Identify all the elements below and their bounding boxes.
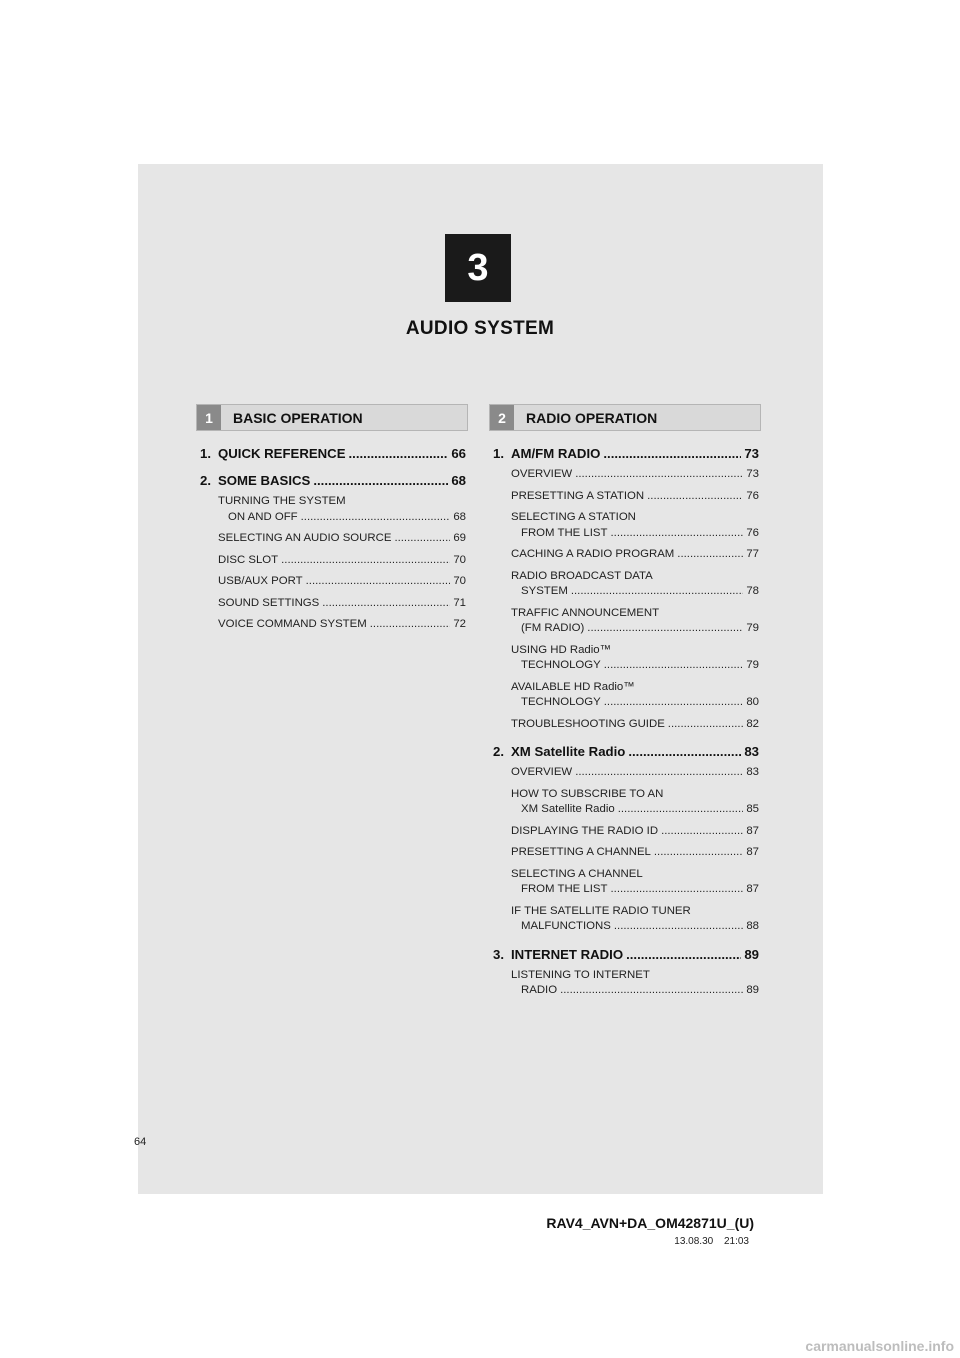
- watermark: carmanualsonline.info: [805, 1338, 954, 1354]
- subentry-title: SELECTING A CHANNEL: [511, 867, 643, 880]
- dot-leader: [306, 574, 451, 590]
- section-header-basic-operation: [196, 404, 468, 431]
- subentry-page: 68: [453, 510, 466, 523]
- chapter-number-badge: [445, 234, 511, 302]
- dot-leader: [301, 510, 451, 526]
- toc-entry[interactable]: [200, 446, 466, 461]
- subentry-title-cont: TECHNOLOGY: [521, 659, 601, 671]
- subentry-page: 76: [746, 526, 759, 539]
- toc-subentries: [493, 765, 759, 935]
- entry-number: 1.: [200, 446, 211, 461]
- dot-leader: [349, 446, 449, 461]
- dot-leader: [587, 621, 743, 637]
- entry-title: INTERNET RADIO: [511, 946, 624, 962]
- toc-column-right: [493, 440, 759, 1011]
- subentry-title-cont: XM Satellite Radio: [521, 803, 615, 815]
- subentry-title: TURNING THE SYSTEM: [218, 495, 346, 507]
- subentry-title: SELECTING AN AUDIO SOURCE: [218, 532, 392, 544]
- subentry-title: TROUBLESHOOTING GUIDE: [511, 717, 665, 730]
- toc-subentry[interactable]: [218, 617, 466, 633]
- toc-subentries: [200, 494, 466, 633]
- entry-title: SOME BASICS: [218, 473, 311, 488]
- document-code: RAV4_AVN+DA_OM42871U_(U): [546, 1215, 754, 1231]
- toc-subentry[interactable]: [511, 489, 759, 505]
- subentry-title-cont: SYSTEM: [521, 585, 568, 597]
- toc-entry[interactable]: [200, 473, 466, 488]
- section-title: BASIC OPERATION: [233, 409, 363, 426]
- dot-leader: [628, 744, 741, 759]
- subentry-title: IF THE SATELLITE RADIO TUNER: [511, 904, 691, 917]
- subentry-title-cont: ON AND OFF: [228, 510, 298, 523]
- dot-leader: [604, 658, 744, 674]
- dot-leader: [370, 617, 451, 633]
- subentry-title: TRAFFIC ANNOUNCEMENT: [511, 606, 660, 619]
- toc-subentry[interactable]: [511, 904, 759, 935]
- subentry-page: 70: [453, 575, 466, 587]
- subentry-page: 72: [453, 618, 466, 630]
- section-title: RADIO OPERATION: [526, 409, 658, 426]
- entry-number: 2.: [493, 744, 504, 759]
- subentry-page: 73: [746, 468, 759, 480]
- entry-page: 66: [451, 446, 466, 461]
- subentry-page: 88: [746, 920, 759, 932]
- toc-entry[interactable]: [493, 744, 759, 759]
- toc-subentry[interactable]: [511, 643, 759, 674]
- dot-leader: [661, 824, 743, 840]
- subentry-title: LISTENING TO INTERNET: [511, 968, 650, 981]
- toc-subentry[interactable]: [511, 606, 759, 637]
- toc-subentry[interactable]: [511, 765, 759, 781]
- toc-subentry[interactable]: [511, 467, 759, 483]
- section-number: 2: [490, 405, 514, 430]
- toc-subentry[interactable]: [511, 547, 759, 563]
- dot-leader: [614, 919, 743, 935]
- subentry-title: OVERVIEW: [511, 468, 573, 480]
- print-timestamp: 13.08.30 21:03: [674, 1236, 749, 1247]
- dot-leader: [575, 765, 743, 781]
- toc-subentries: [493, 968, 759, 999]
- toc-subentry[interactable]: [218, 574, 466, 590]
- dot-leader: [281, 553, 450, 569]
- subentry-page: 87: [746, 846, 759, 858]
- toc-subentry[interactable]: [511, 510, 759, 541]
- subentry-page: 82: [746, 717, 759, 730]
- entry-page: 68: [451, 473, 466, 488]
- dot-leader: [654, 845, 743, 861]
- section-header-radio-operation: [489, 404, 761, 431]
- entry-number: 3.: [493, 946, 504, 962]
- subentry-page: 87: [746, 824, 759, 837]
- subentry-title: DISPLAYING THE RADIO ID: [511, 824, 659, 837]
- subentry-title: PRESETTING A CHANNEL: [511, 846, 651, 858]
- entry-number: 1.: [493, 446, 504, 461]
- subentry-title: OVERVIEW: [511, 766, 573, 778]
- toc-subentry[interactable]: [218, 596, 466, 612]
- subentry-title: DISC SLOT: [218, 553, 279, 566]
- subentry-page: 71: [453, 596, 466, 609]
- toc-subentry[interactable]: [511, 867, 759, 898]
- subentry-page: 69: [453, 532, 466, 544]
- toc-column-left: [200, 440, 466, 645]
- subentry-title: SELECTING A STATION: [511, 511, 636, 523]
- subentry-page: 83: [746, 766, 759, 778]
- subentry-page: 78: [746, 585, 759, 597]
- section-number: 1: [197, 405, 221, 430]
- dot-leader: [575, 467, 743, 483]
- toc-subentry[interactable]: [511, 845, 759, 861]
- toc-entry[interactable]: [493, 446, 759, 461]
- entry-page: 83: [744, 744, 759, 759]
- subentry-title-cont: TECHNOLOGY: [521, 696, 601, 708]
- dot-leader: [677, 547, 743, 563]
- subentry-title-cont: FROM THE LIST: [521, 526, 608, 539]
- dot-leader: [611, 882, 744, 898]
- dot-leader: [313, 473, 448, 488]
- dot-leader: [647, 489, 743, 505]
- toc-subentry[interactable]: [511, 787, 759, 818]
- subentry-page: 79: [746, 659, 759, 671]
- entry-page: 89: [744, 946, 759, 962]
- subentry-title-cont: (FM RADIO): [521, 622, 585, 634]
- entry-title: QUICK REFERENCE: [218, 446, 346, 461]
- toc-subentry[interactable]: [218, 494, 466, 525]
- dot-leader: [571, 584, 743, 600]
- toc-subentry[interactable]: [218, 531, 466, 547]
- dot-leader: [618, 802, 744, 818]
- toc-subentry[interactable]: [511, 824, 759, 840]
- subentry-title: USING HD Radio™: [511, 643, 612, 656]
- subentry-title: RADIO BROADCAST DATA: [511, 569, 653, 582]
- dot-leader: [668, 717, 744, 733]
- subentry-title: SOUND SETTINGS: [218, 596, 320, 609]
- subentry-title-cont: RADIO: [521, 984, 558, 996]
- toc-entry[interactable]: [493, 947, 759, 962]
- toc-subentry[interactable]: [218, 553, 466, 569]
- subentry-page: 77: [746, 548, 759, 560]
- subentry-page: 70: [453, 553, 466, 566]
- toc-subentry[interactable]: [511, 680, 759, 711]
- subentry-title: CACHING A RADIO PROGRAM: [511, 548, 675, 560]
- toc-subentry[interactable]: [511, 968, 759, 999]
- subentry-page: 85: [746, 803, 759, 815]
- entry-number: 2.: [200, 473, 211, 488]
- subentry-page: 79: [746, 622, 759, 634]
- chapter-number: 3: [467, 246, 489, 289]
- dot-leader: [626, 947, 741, 962]
- toc-subentry[interactable]: [511, 717, 759, 733]
- dot-leader: [322, 596, 450, 612]
- page-number: 64: [134, 1136, 147, 1148]
- toc-subentries: [493, 467, 759, 732]
- dot-leader: [603, 446, 741, 461]
- dot-leader: [394, 531, 450, 547]
- subentry-title: VOICE COMMAND SYSTEM: [218, 618, 367, 630]
- dot-leader: [611, 526, 744, 542]
- toc-subentry[interactable]: [511, 569, 759, 600]
- subentry-title: AVAILABLE HD Radio™: [511, 680, 635, 693]
- entry-page: 73: [744, 446, 759, 461]
- subentry-title-cont: MALFUNCTIONS: [521, 920, 611, 932]
- chapter-title: AUDIO SYSTEM: [405, 318, 555, 339]
- subentry-title-cont: FROM THE LIST: [521, 883, 608, 895]
- subentry-page: 89: [746, 984, 759, 996]
- dot-leader: [560, 983, 743, 999]
- subentry-title: HOW TO SUBSCRIBE TO AN: [511, 787, 664, 800]
- subentry-page: 87: [746, 883, 759, 895]
- dot-leader: [604, 695, 744, 711]
- subentry-title: PRESETTING A STATION: [511, 489, 645, 502]
- entry-title: AM/FM RADIO: [511, 446, 601, 461]
- subentry-page: 76: [746, 489, 759, 502]
- entry-title: XM Satellite Radio: [511, 744, 626, 759]
- subentry-title: USB/AUX PORT: [218, 575, 303, 587]
- subentry-page: 80: [746, 696, 759, 708]
